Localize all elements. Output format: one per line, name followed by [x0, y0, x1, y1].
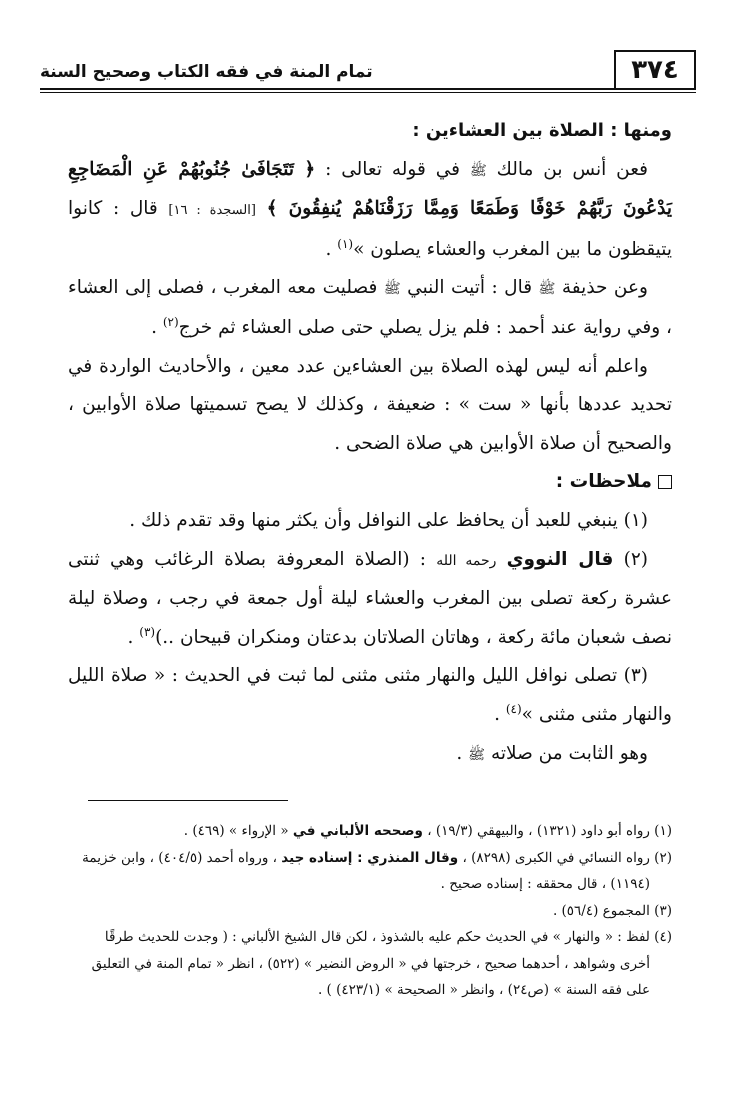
note-1: (١) ينبغي للعبد أن يحافظ على النوافل وأن يكثر منها وقد تقدم ذلك . [129, 509, 648, 531]
paragraph-hudhayfa: وعن حذيفة ﷺ قال : أتيت النبي ﷺ فصليت معه المغرب ، فصلى إلى العشاء ، وفي رواية عند أحمد : فلم يزل يصلي حتى صلى العشاء ثم خرج$^{(٢)}$ . [68, 277, 672, 338]
text-span: فصليت معه المغرب ، فصلى إلى العشاء ، وفي رواية عند أحمد : فلم يزل يصلي حتى صلى العشاء ثم خرج [68, 277, 672, 338]
text-span: قال : كانوا يتيقظون ما بين المغرب والعشاء يصلون » [68, 198, 672, 260]
footnote-4-cont: أخرى وشواهد ، أحدهما صحيح ، خرجتها في « الروض النضير » (٥٢٢) ، انظر « تمام المنة في التعليق [91, 955, 650, 972]
text-span: « الإرواء » (٤٦٩) . [183, 823, 289, 839]
text-span: (٢) رواه النسائي في الكبرى (٨٢٩٨) ، [462, 849, 672, 866]
footnote-3: (٣) المجموع (٥٦/٤) . [552, 902, 672, 919]
text-span: قال : أتيت النبي [407, 277, 533, 299]
text-span: : (الصلاة المعروفة بصلاة الرغائب وهي ثنتى عشرة ركعة تصلى بين المغرب والعشاء ليلة أول جمعة في رجب ، وصلاة ليلة نصف شعبان مائة ركعة ، وهاتان الصلاتان بدعتان ومنكران قبيحان ..) [68, 548, 672, 648]
text-span: وعن حذيفة [561, 277, 648, 299]
text-span-bold: وقال المنذري : إسناده جيد [281, 849, 459, 866]
text-span: فعن أنس بن مالك [496, 158, 648, 180]
page-number: ٣٧٤ [614, 50, 696, 88]
note-2: (٢) قال النووي رحمه الله : (الصلاة المعروفة بصلاة الرغائب وهي ثنتى عشرة ركعة تصلى بين المغرب والعشاء ليلة أول جمعة في رجب ، وصلاة ليلة نصف شعبان مائة ركعة ، وهاتان الصلاتان بدعتان ومنكران قبيحان ..)$^{(٣)}$ . [68, 548, 672, 648]
honorific-glyph: رحمه الله [436, 552, 497, 569]
notes-heading [68, 463, 672, 502]
closing-line: وهو الثابت من صلاته ﷺ . [456, 742, 648, 764]
quran-verse: ﴿ تَتَجَافَىٰ جُنُوبُهُمْ عَنِ الْمَضَاجِعِ يَدْعُونَ رَبَّهُمْ خَوْفًا وَطَمَعًا وَمِمَّا رَزَقْنَاهُمْ يُنفِقُونَ ﴾ [68, 158, 672, 220]
footnote-4: (٤) لفظ : « والنهار » في الحديث حكم عليه بالشذوذ ، لكن قال الشيخ الألباني : ( وجدت للحديث طرقًا [104, 929, 672, 945]
footnote-marker: (١) [337, 236, 354, 251]
honorific-glyph: ﷺ [383, 281, 401, 298]
note-number: (٢) [623, 548, 648, 570]
book-title: تمام المنة في فقه الكتاب وصحيح السنة [40, 62, 373, 82]
honorific-glyph: ﷺ [469, 162, 487, 179]
notes-heading-text: ملاحظات : [555, 471, 652, 493]
quoted-scholar: قال النووي [506, 548, 614, 570]
paragraph-note-count: واعلم أنه ليس لهذه الصلاة بين العشاءين عدد معين ، والأحاديث الواردة في تحديد عددها بأنها « ست » : ضعيفة ، وكذلك لا يصح تسميتها صلاة الأوابين ، والصحيح أن صلاة الأوابين هي صلاة الضحى . [68, 355, 672, 454]
footnote-marker: (٣) [139, 624, 156, 639]
footnote-1 [68, 818, 672, 845]
text-span: (١) رواه أبو داود (١٣٢١) ، والبيهقي (١٩/٣) ، [427, 823, 672, 839]
text-span: ، ورواه أحمد (٤٠٤/٥) ، وابن خزيمة [82, 849, 277, 866]
verse-reference: [السجدة : ١٦] [168, 203, 256, 219]
note-3: (٣) تصلى نوافل الليل والنهار مثنى مثنى لما ثبت في الحديث : « صلاة الليل والنهار مثنى مثنى »$^{(٤)}$ . [68, 665, 672, 725]
main-text [68, 112, 672, 774]
honorific-glyph: ﷺ [538, 281, 556, 298]
footnote-2 [68, 845, 672, 872]
section-heading: ومنها : الصلاة بين العشاءين : [412, 120, 672, 141]
page-header [40, 50, 696, 95]
footnote-2-cont: (١١٩٤) ، قال محققه : إسناده صحيح . [440, 876, 650, 892]
paragraph-anas: فعن أنس بن مالك ﷺ في قوله تعالى : ﴿ تَتَجَافَىٰ جُنُوبُهُمْ عَنِ الْمَضَاجِعِ يَدْعُونَ رَبَّهُمْ خَوْفًا وَطَمَعًا وَمِمَّا رَزَقْنَاهُمْ يُنفِقُونَ ﴾ [السجدة : ١٦] قال : كانوا يتيقظون ما بين المغرب والعشاء يصلون »$^{(١)}$ . [68, 158, 672, 260]
header-rule [40, 88, 696, 90]
text-span-bold: وصححه الألباني في [292, 823, 423, 839]
text-span: (٣) تصلى نوافل الليل والنهار مثنى مثنى لما ثبت في الحديث : « صلاة الليل والنهار مثنى مثنى » [68, 665, 672, 725]
footnote-separator [88, 800, 288, 801]
text-span: وهو الثابت من صلاته [490, 742, 648, 764]
footnote-4-cont2: على فقه السنة » (ص٢٤) ، وانظر « الصحيحة » (٤٢٣/١) ) . [317, 982, 650, 998]
text-span: في قوله تعالى : [325, 158, 460, 180]
square-bullet-icon [658, 475, 672, 489]
honorific-glyph: ﷺ [468, 746, 486, 763]
footnotes [68, 818, 672, 1004]
header-rule-thin [40, 92, 696, 93]
footnote-marker: (٢) [162, 314, 179, 329]
footnote-marker: (٤) [505, 701, 522, 716]
